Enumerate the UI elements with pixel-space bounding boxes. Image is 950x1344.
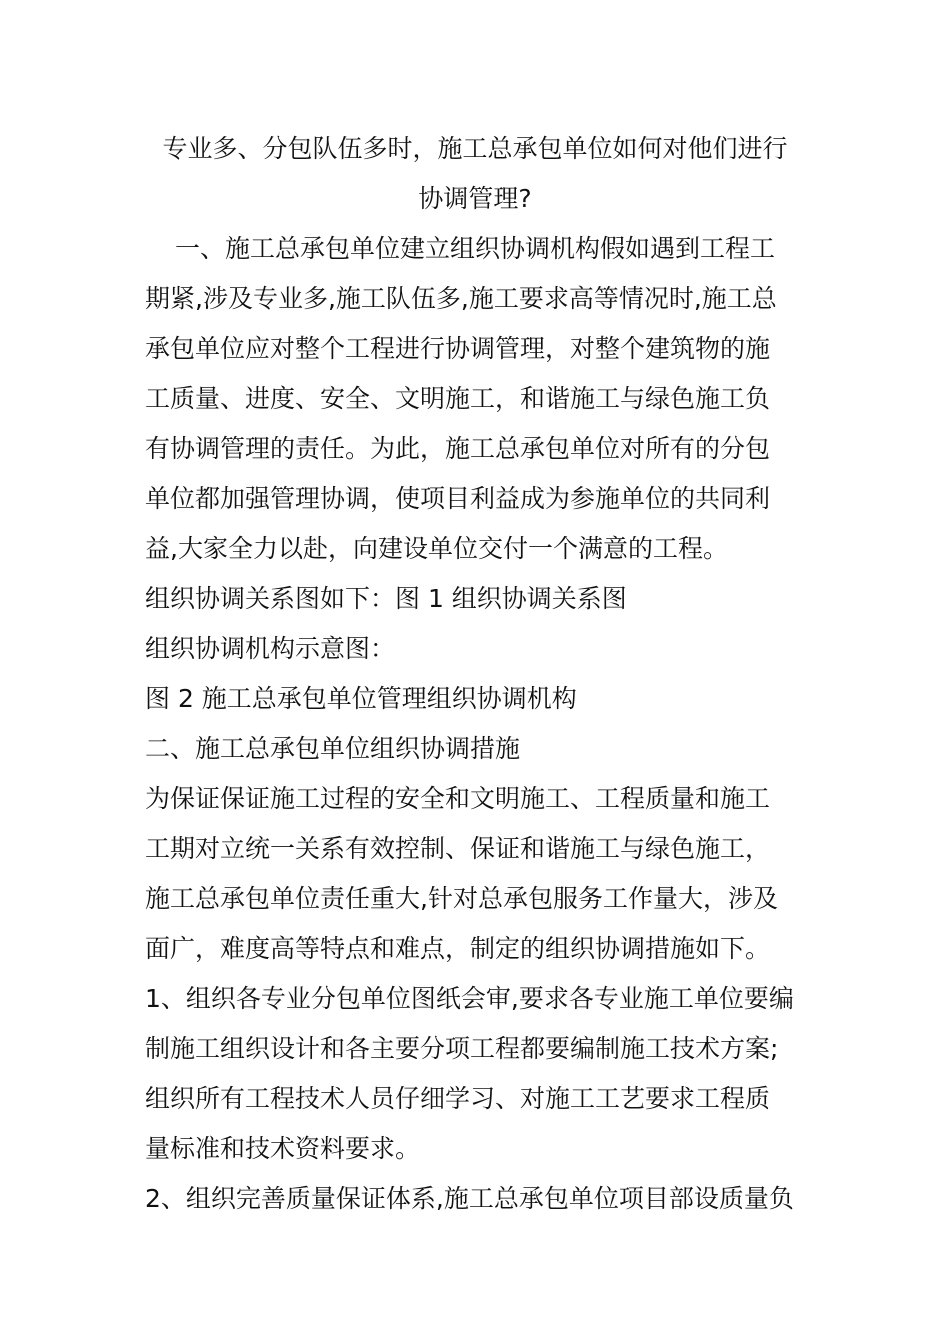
figure-caption-line: 图 2 施工总承包单位管理组织协调机构 [145, 684, 577, 713]
document-title-line-2: 协调管理? [418, 184, 532, 213]
list-item-line: 量标准和技术资料要求。 [145, 1134, 421, 1163]
figure-reference-line: 组织协调关系图如下：图 1 组织协调关系图 [145, 584, 627, 613]
list-item-line: 组织所有工程技术人员仔细学习、对施工工艺要求工程质 [145, 1084, 771, 1113]
paragraph-line: 一、施工总承包单位建立组织协调机构假如遇到工程工 [175, 234, 776, 263]
list-item-line: 制施工组织设计和各主要分项工程都要编制施工技术方案; [145, 1034, 779, 1063]
paragraph-line: 有协调管理的责任。为此，施工总承包单位对所有的分包 [145, 434, 771, 463]
paragraph-line: 工质量、进度、安全、文明施工，和谐施工与绿色施工负 [145, 384, 771, 413]
paragraph-line: 单位都加强管理协调，使项目利益成为参施单位的共同利 [145, 484, 771, 513]
document-title-line-1: 专业多、分包队伍多时，施工总承包单位如何对他们进行 [162, 134, 788, 163]
figure-reference-line: 组织协调机构示意图： [145, 634, 396, 663]
paragraph-line: 期紧,涉及专业多,施工队伍多,施工要求高等情况时,施工总 [145, 284, 777, 313]
section-heading: 二、施工总承包单位组织协调措施 [145, 734, 521, 763]
paragraph-line: 益,大家全力以赴，向建设单位交付一个满意的工程。 [145, 534, 728, 563]
list-item-line: 2、组织完善质量保证体系,施工总承包单位项目部设质量负 [145, 1184, 794, 1213]
paragraph-line: 面广，难度高等特点和难点，制定的组织协调措施如下。 [145, 934, 771, 963]
paragraph-line: 工期对立统一关系有效控制、保证和谐施工与绿色施工， [145, 834, 771, 863]
paragraph-line: 施工总承包单位责任重大,针对总承包服务工作量大，涉及 [145, 884, 778, 913]
paragraph-line: 承包单位应对整个工程进行协调管理，对整个建筑物的施 [145, 334, 771, 363]
paragraph-line: 为保证保证施工过程的安全和文明施工、工程质量和施工 [145, 784, 771, 813]
list-item-line: 1、组织各专业分包单位图纸会审,要求各专业施工单位要编 [145, 984, 794, 1013]
